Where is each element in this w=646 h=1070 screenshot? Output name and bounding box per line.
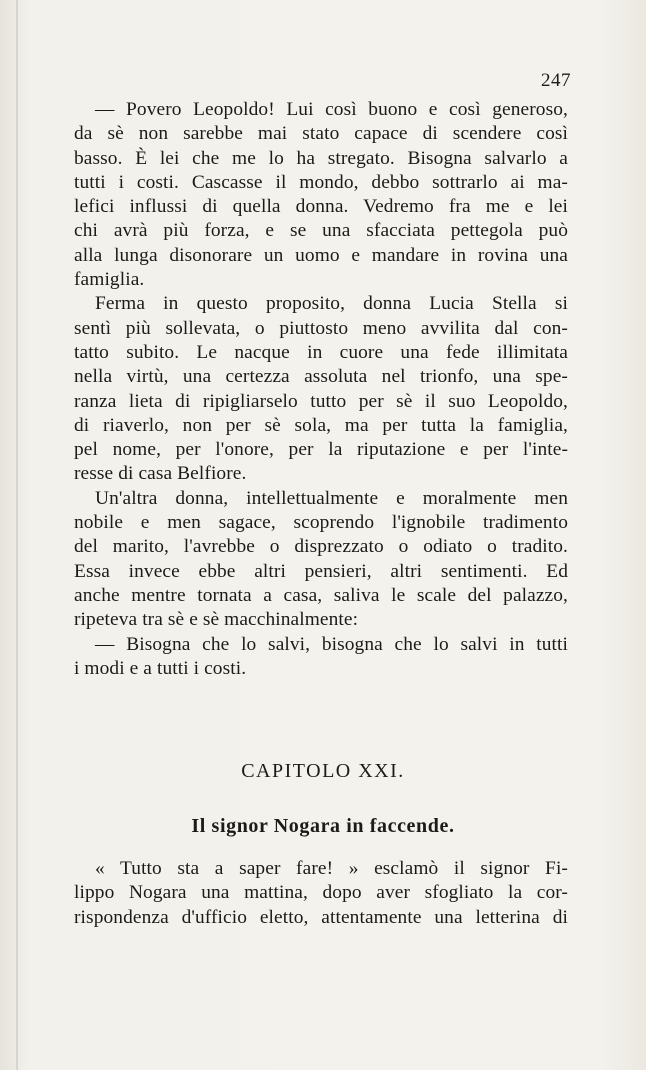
text-line: famiglia. xyxy=(74,269,145,291)
text-line: tutti i costi. Cascasse il mondo, debbo sottrarlo ai ma- xyxy=(74,171,568,193)
text-line: di riaverlo, non per sè sola, ma per tutta la famiglia, xyxy=(74,414,568,436)
text-line: rispondenza d'ufficio eletto, attentamente una letterina di xyxy=(74,906,568,928)
text-line: basso. È lei che me lo ha stregato. Bisogna salvarlo a xyxy=(74,147,568,169)
page-number: 247 xyxy=(541,70,571,91)
text-line: — Povero Leopoldo! Lui così buono e così generoso, xyxy=(95,99,568,120)
text-line: Essa invece ebbe altri pensieri, altri sentimenti. Ed xyxy=(74,560,568,582)
text-line: Ferma in questo proposito, donna Lucia Stella si xyxy=(95,293,568,315)
text-line: alla lunga disonorare un uomo e mandare in rovina una xyxy=(74,244,568,266)
text-line: tatto subito. Le nacque in cuore una fede illimitata xyxy=(74,341,568,363)
text-line: lefici influssi di quella donna. Vedremo fra me e lei xyxy=(74,196,568,218)
page-binding-edge xyxy=(16,0,18,1070)
text-line: nella virtù, una certezza assoluta nel trionfo, una spe- xyxy=(74,366,568,388)
chapter-title: CAPITOLO XXI. xyxy=(241,760,405,782)
text-line: anche mentre tornata a casa, saliva le scale del palazzo, xyxy=(74,584,568,606)
text-line: ranza lieta di ripigliarselo tutto per sè il suo Leopoldo, xyxy=(74,390,568,412)
text-line: del marito, l'avrebbe o disprezzato o odiato o tradito. xyxy=(74,536,568,558)
body-text-top xyxy=(74,98,568,681)
text-line: resse di casa Belfiore. xyxy=(74,463,247,485)
text-line: — Bisogna che lo salvi, bisogna che lo salvi in tutti xyxy=(95,633,568,655)
text-line: sentì più sollevata, o piuttosto meno avvilita dal con- xyxy=(74,317,568,339)
body-text-bottom xyxy=(74,857,568,930)
text-line: ripeteva tra sè e sè macchinalmente: xyxy=(74,609,359,631)
text-line: nobile e men sagace, scoprendo l'ignobile tradimento xyxy=(74,512,568,534)
text-line: chi avrà più forza, e se una sfacciata pettegola può xyxy=(74,220,568,242)
text-line: « Tutto sta a saper fare! » esclamò il signor Fi- xyxy=(95,858,568,879)
text-line: pel nome, per l'onore, per la riputazione e per l'inte- xyxy=(74,439,568,461)
text-line: da sè non sarebbe mai stato capace di scendere così xyxy=(74,123,568,145)
chapter-subtitle: Il signor Nogara in faccende. xyxy=(191,815,455,837)
text-line: lippo Nogara una mattina, dopo aver sfogliato la cor- xyxy=(74,882,568,904)
text-line: Un'altra donna, intellettualmente e moralmente men xyxy=(95,487,568,509)
text-line: i modi e a tutti i costi. xyxy=(74,657,247,679)
